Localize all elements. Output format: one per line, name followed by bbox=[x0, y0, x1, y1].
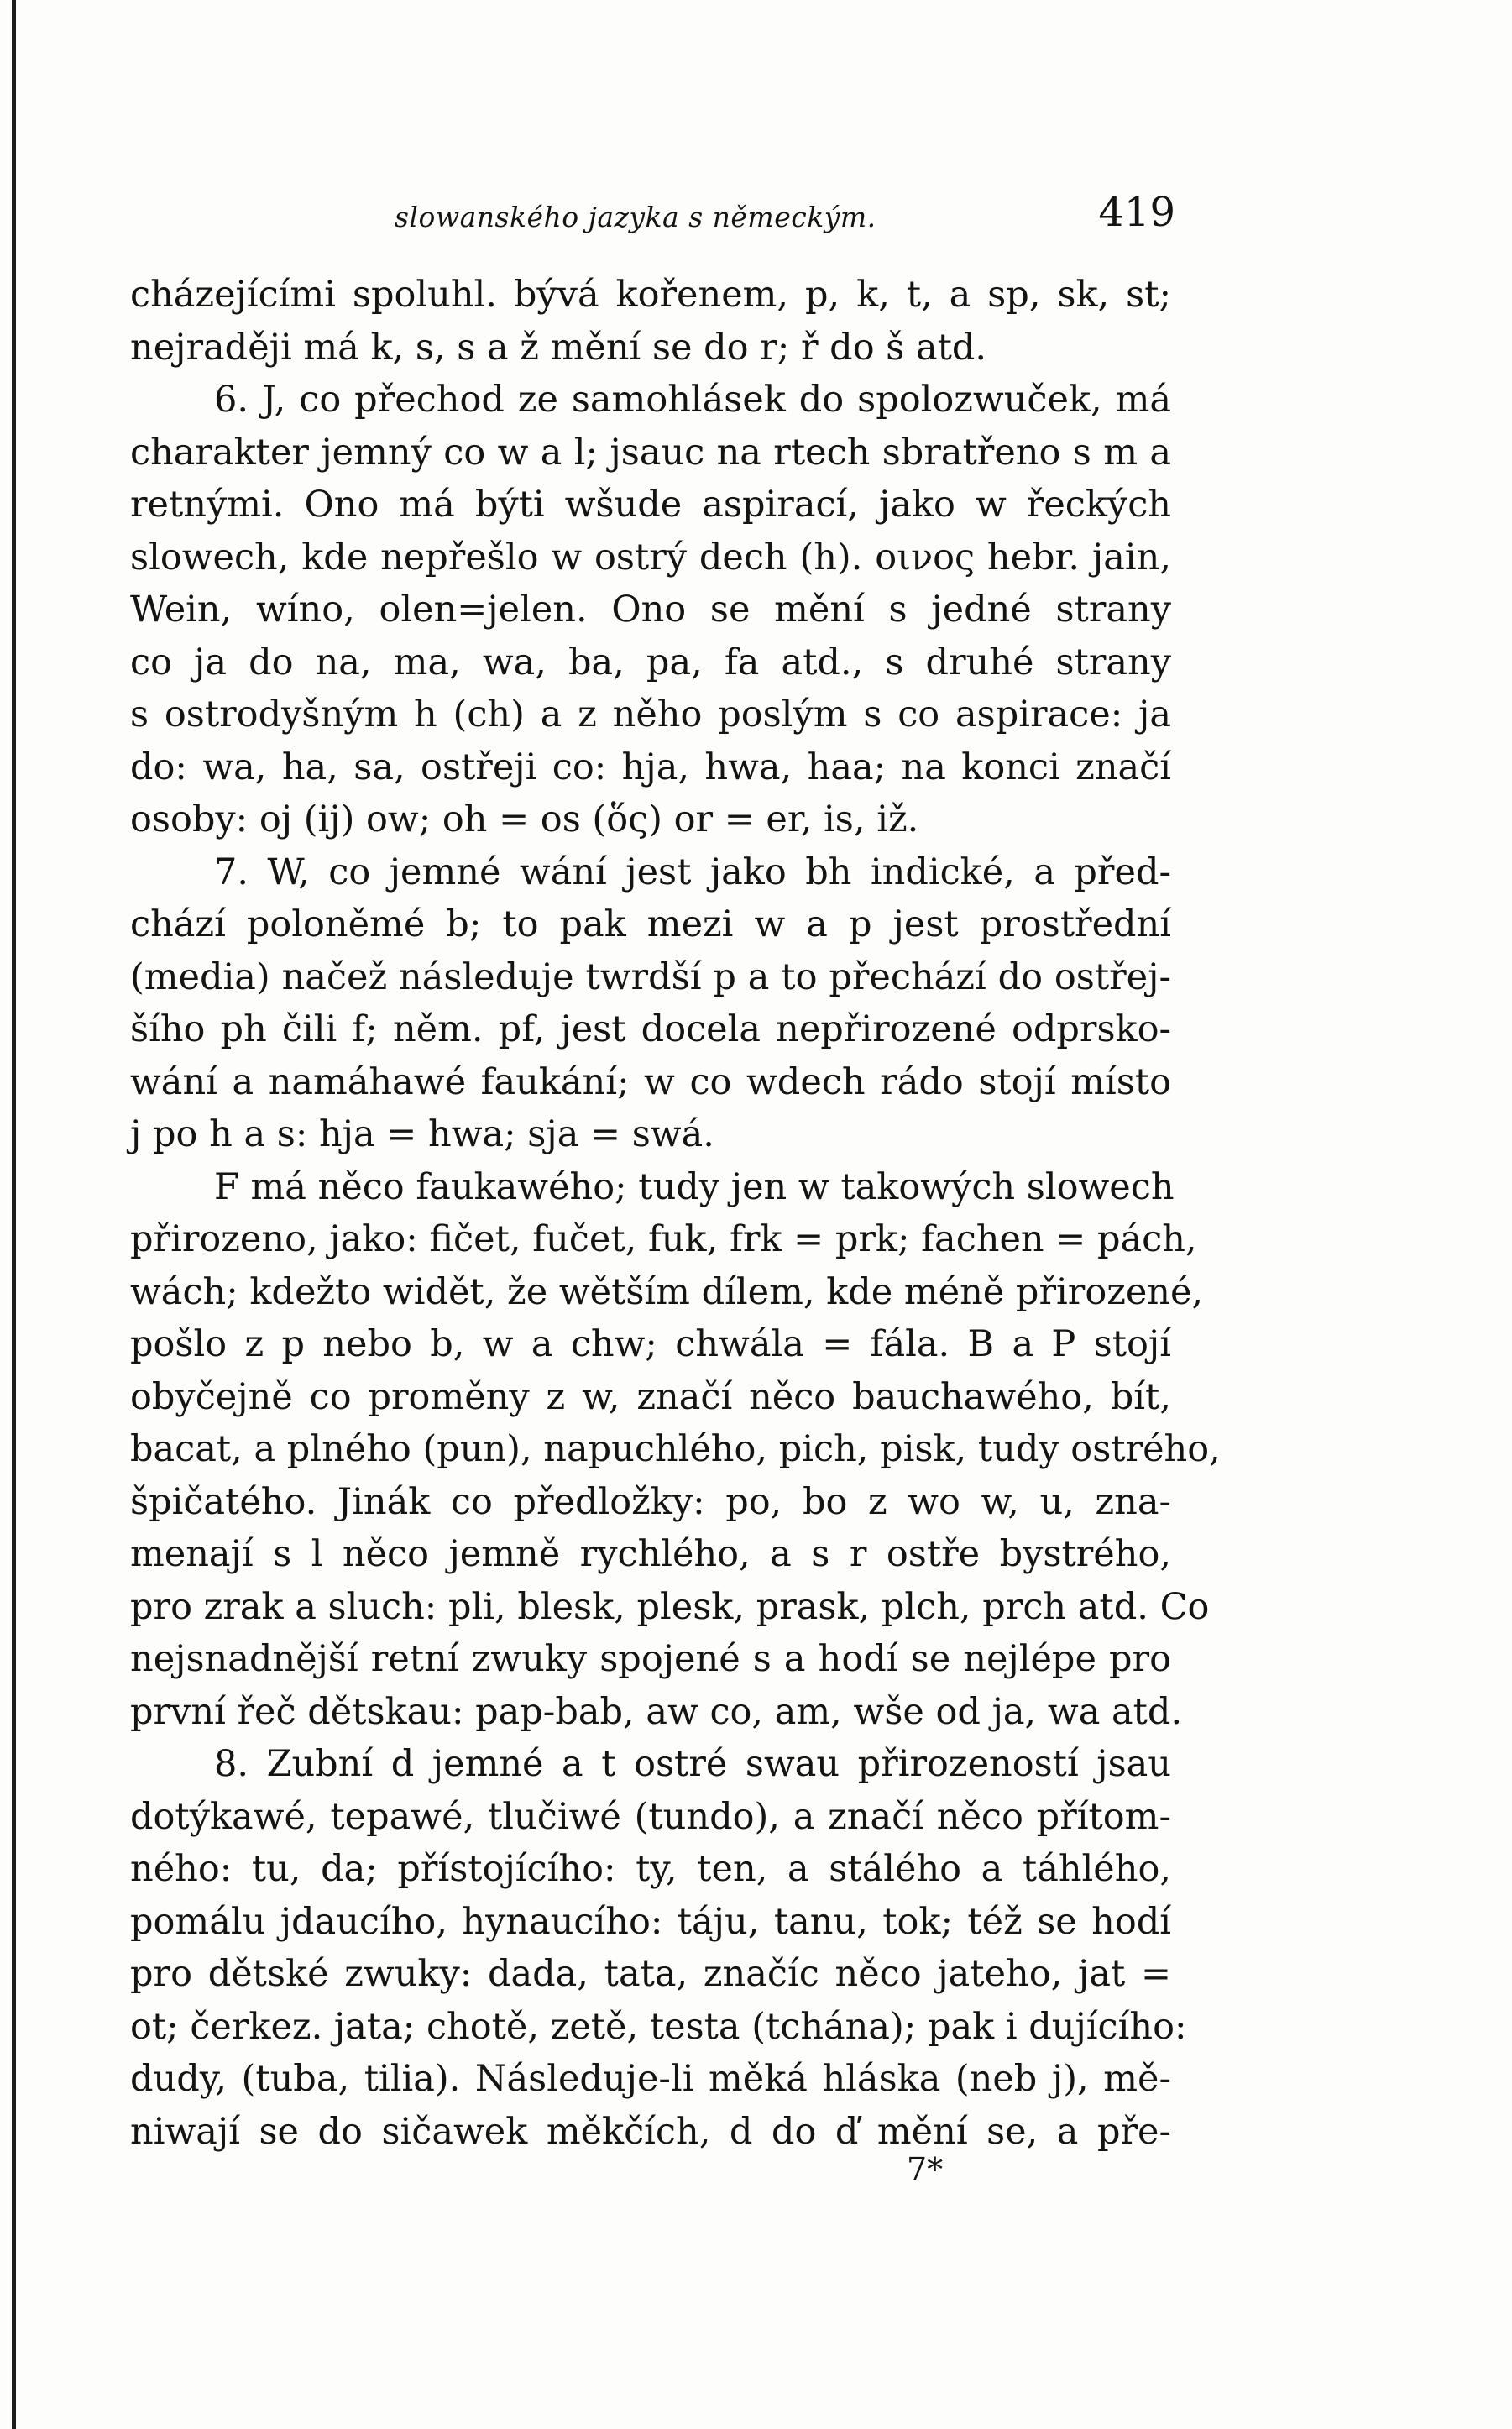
text-line: retnými. Ono má býti wšude aspirací, jako w řeckých bbox=[130, 484, 1171, 526]
text-line: s ostrodyšným h (ch) a z něho poslým s co aspirace: ja bbox=[130, 694, 1171, 736]
binding-edge-rule bbox=[12, 0, 16, 2429]
text-line: nejraději má k, s, s a ž mění se do r; ř do š atd. bbox=[130, 326, 987, 369]
text-line: ot; čerkez. jata; chotě, zetě, testa (tchána); pak i dujícího: bbox=[130, 2005, 1187, 2048]
text-line: (media) načež následuje twrdší p a to přechází do ostřej- bbox=[130, 955, 1171, 998]
text-line: 6. J, co přechod ze samohlásek do spolozwuček, má bbox=[214, 379, 1171, 421]
text-line: 8. Zubní d jemné a t ostré swau přirozeností jsau bbox=[214, 1743, 1171, 1785]
text-line: osoby: oj (ij) ow; oh = os (ὅς) or = er, is, iž. bbox=[130, 798, 919, 840]
text-line: slowech, kde nepřešlo w ostrý dech (h). οινος hebr. jain, bbox=[130, 536, 1171, 578]
text-line: F má něco faukawého; tudy jen w takowých slowech bbox=[214, 1165, 1175, 1208]
text-line: bacat, a plného (pun), napuchlého, pich, pisk, tudy ostrého, bbox=[130, 1428, 1221, 1470]
page-header bbox=[126, 189, 1175, 248]
text-line: dotýkawé, tepawé, tlučiwé (tundo), a značí něco přítom- bbox=[130, 1795, 1171, 1838]
text-line: pošlo z p nebo b, w a chw; chwála = fála. B a P stojí bbox=[130, 1323, 1171, 1365]
text-line: Wein, wíno, olen=jelen. Ono se mění s jedné strany bbox=[130, 589, 1171, 631]
text-line: 7. W, co jemné wání jest jako bh indické, a před- bbox=[214, 851, 1171, 893]
text-line: první řeč dětskau: pap-bab, aw co, am, wše od ja, wa atd. bbox=[130, 1690, 1183, 1733]
page-number: 419 bbox=[1098, 189, 1175, 236]
text-line: pro zrak a sluch: pli, blesk, plesk, prask, plch, prch atd. Co bbox=[130, 1585, 1210, 1628]
text-line: ného: tu, da; přístojícího: ty, ten, a stálého a táhlého, bbox=[130, 1848, 1171, 1890]
text-line: přirozeno, jako: fičet, fučet, fuk, frk = prk; fachen = pách, bbox=[130, 1218, 1197, 1260]
text-line: niwají se do sičawek měkčích, d do ď mění se, a pře- bbox=[130, 2110, 1171, 2153]
text-line: obyčejně co proměny z w, značí něco bauchawého, bít, bbox=[130, 1375, 1171, 1418]
text-line: wách; kdežto widět, že wětším dílem, kde méně přirozené, bbox=[130, 1270, 1204, 1313]
running-title: slowanského jazyka s německým. bbox=[395, 201, 876, 233]
text-line: j po h a s: hja = hwa; sja = swá. bbox=[130, 1113, 714, 1155]
text-line: pomálu jdaucího, hynaucího: táju, tanu, tok; též se hodí bbox=[130, 1900, 1171, 1943]
text-line: šího ph čili f; něm. pf, jest docela nepřirozené odprsko- bbox=[130, 1008, 1171, 1050]
body-text bbox=[130, 269, 1221, 2158]
signature-mark: 7* bbox=[907, 2151, 944, 2188]
text-line: pro dětské zwuky: dada, tata, značíc něco jateho, jat = bbox=[130, 1953, 1171, 1995]
text-line: wání a namáhawé faukání; w co wdech rádo stojí místo bbox=[130, 1060, 1171, 1103]
text-line: menají s l něco jemně rychlého, a s r ostře bystrého, bbox=[130, 1533, 1171, 1575]
text-line: charakter jemný co w a l; jsauc na rtech sbratřeno s m a bbox=[130, 431, 1171, 474]
text-line: do: wa, ha, sa, ostřeji co: hja, hwa, haa; na konci značí bbox=[130, 746, 1171, 788]
text-line: nejsnadnější retní zwuky spojené s a hodí se nejlépe pro bbox=[130, 1638, 1171, 1680]
text-line: chází poloněmé b; to pak mezi w a p jest prostřední bbox=[130, 903, 1171, 945]
text-line: špičatého. Jinák co předložky: po, bo z wo w, u, zna- bbox=[130, 1480, 1171, 1523]
text-line: dudy, (tuba, tilia). Následuje-li měká hláska (neb j), mě- bbox=[130, 2058, 1171, 2100]
text-line: cházejícími spoluhl. bývá kořenem, p, k, t, a sp, sk, st; bbox=[130, 274, 1171, 316]
text-line: co ja do na, ma, wa, ba, pa, fa atd., s druhé strany bbox=[130, 641, 1171, 683]
